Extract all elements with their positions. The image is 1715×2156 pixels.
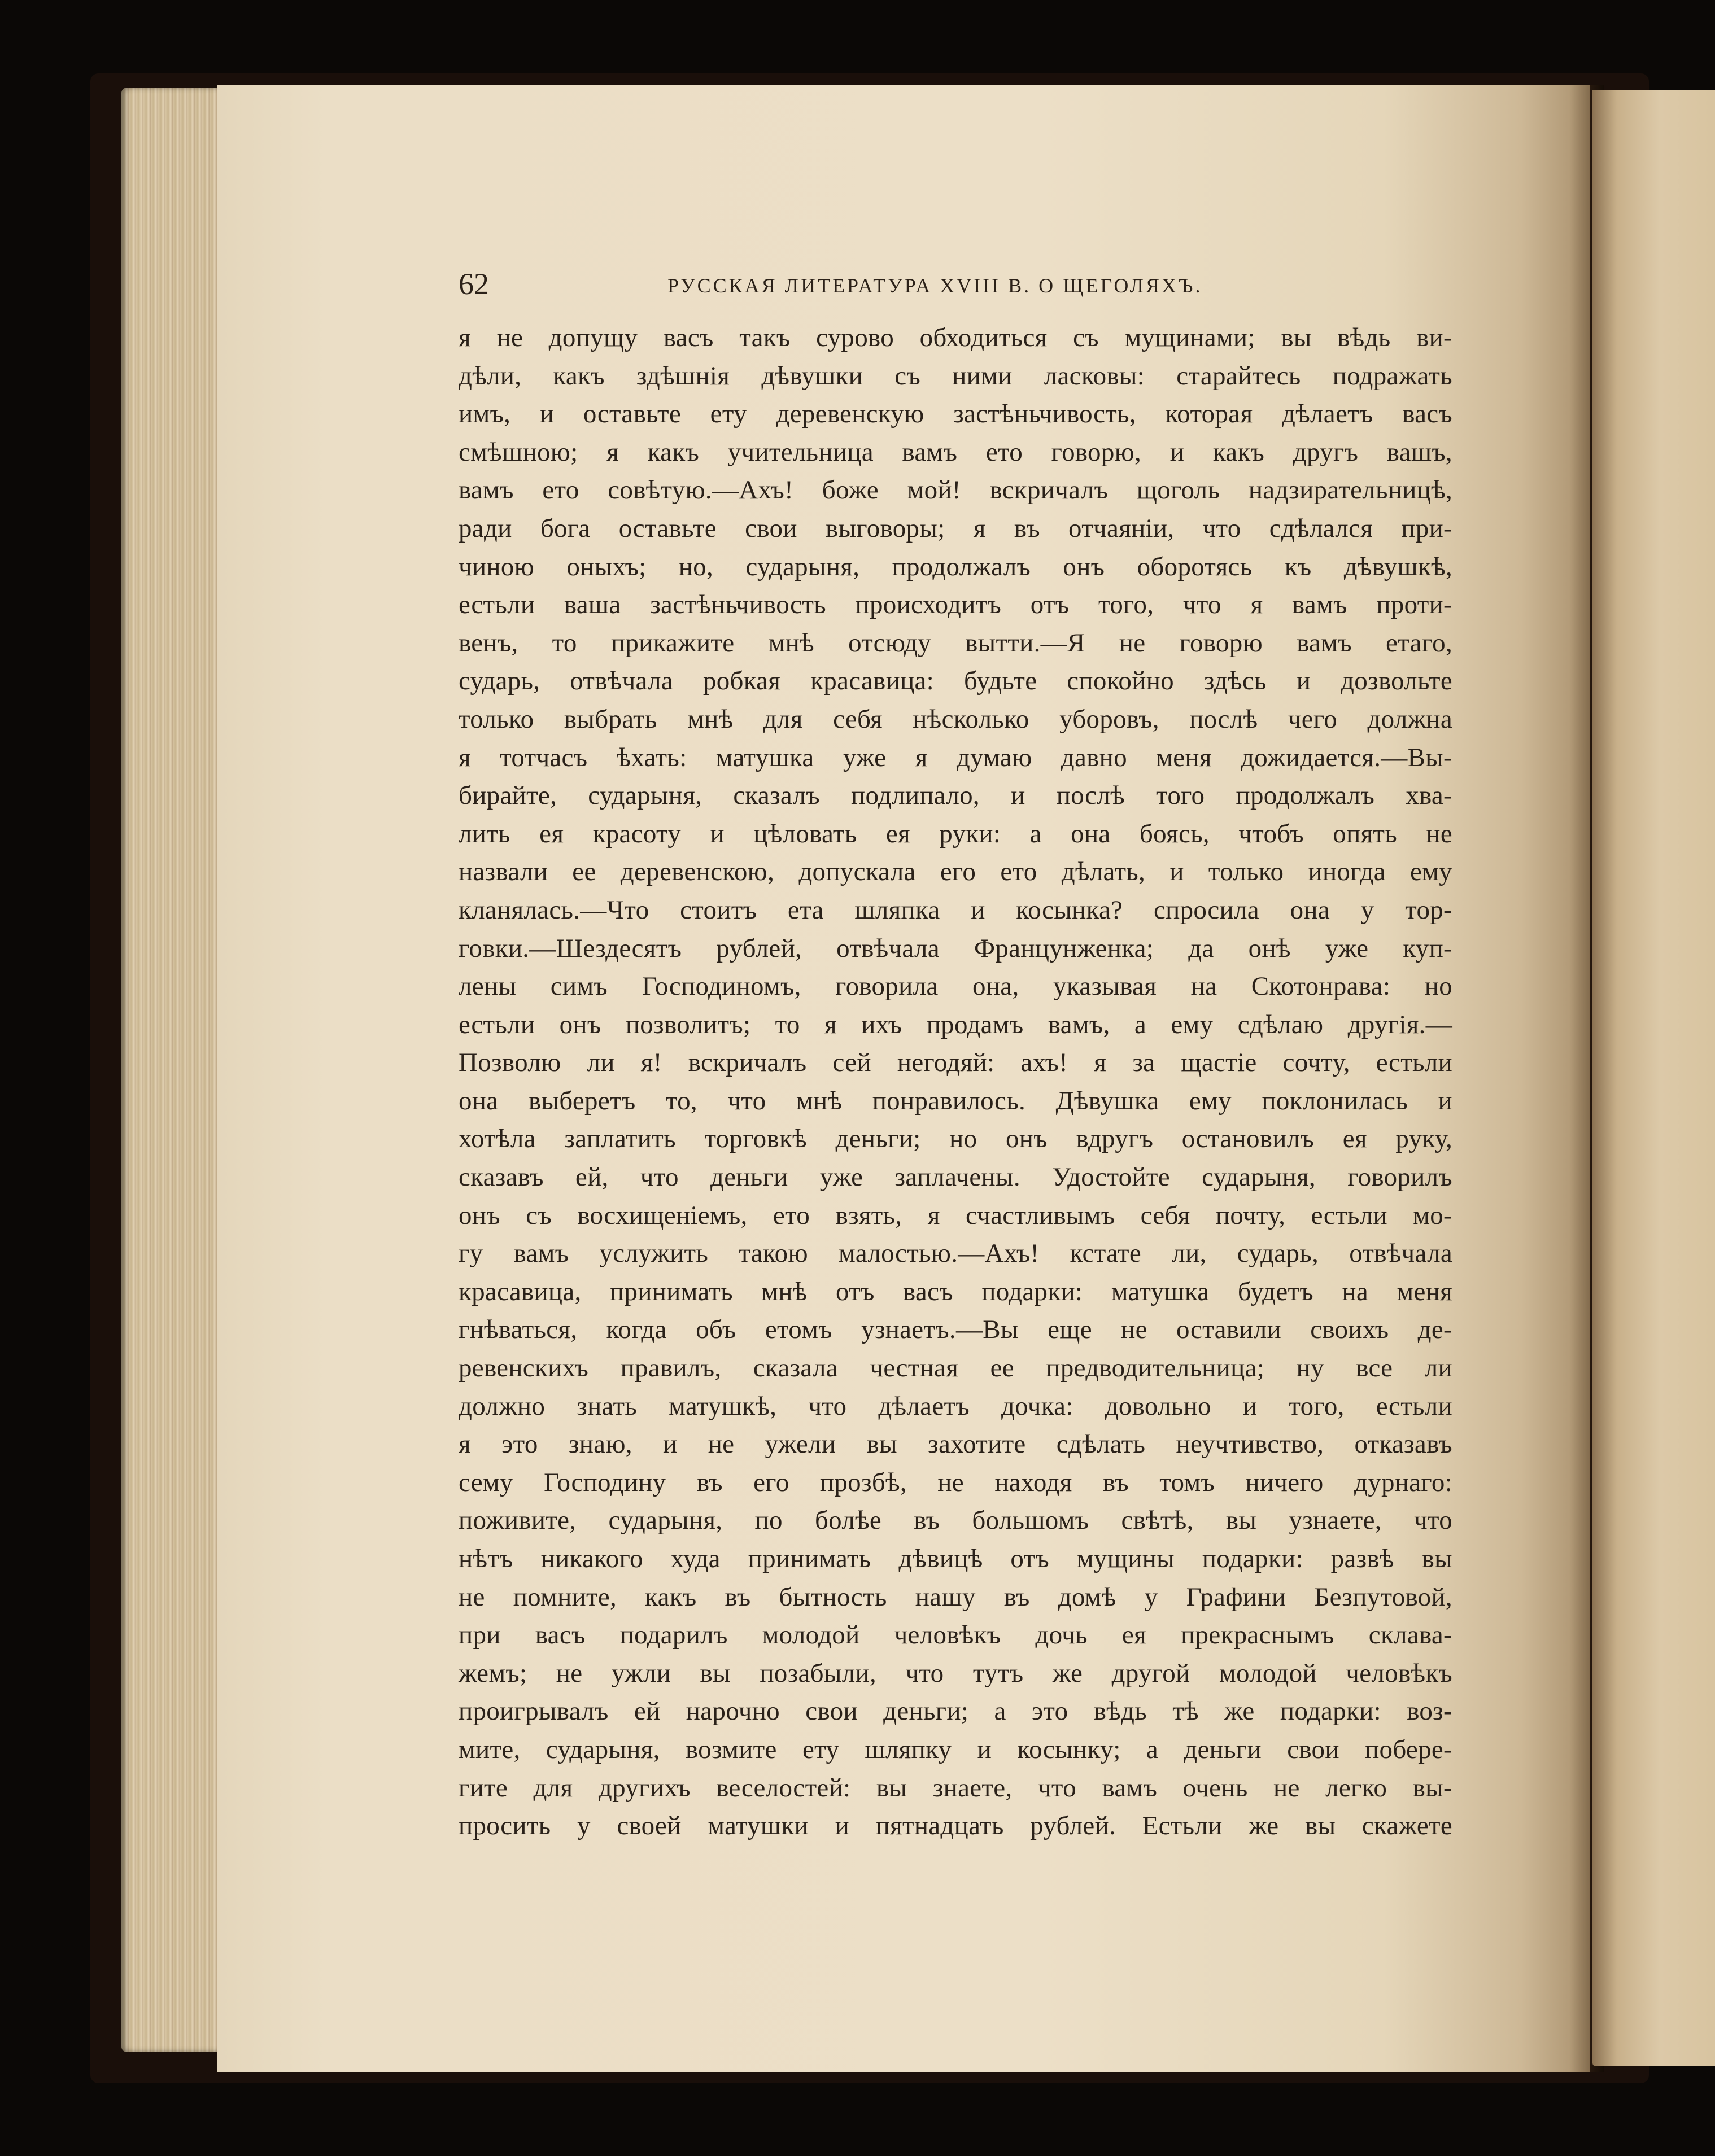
- text-line: Позволю ли я! вскричалъ сей негодяй: ахъ! я за щастіе сочту, естьли: [459, 1048, 1452, 1078]
- text-line: естьли онъ позволитъ; то я ихъ продамъ вамъ, а ему сдѣлаю другія.—: [459, 1009, 1452, 1039]
- text-line: сказавъ ей, что деньги уже заплачены. Удостойте сударыня, говорилъ: [459, 1162, 1452, 1192]
- text-line: вамъ ето совѣтую.—Ахъ! боже мой! вскричалъ щоголь надзирательницѣ,: [459, 475, 1452, 505]
- text-line: дѣли, какъ здѣшнія дѣвушки съ ними ласковы: старайтесь подражать: [459, 361, 1452, 391]
- page-edges: [121, 88, 223, 2052]
- page-number: 62: [459, 267, 489, 301]
- text-line: нѣтъ никакого худа принимать дѣвицѣ отъ мущины подарки: развѣ вы: [459, 1544, 1452, 1573]
- text-line: я тотчасъ ѣхать: матушка уже я думаю давно меня дожидается.—Вы-: [459, 742, 1452, 772]
- text-line: сему Господину въ его прозбѣ, не находя въ томъ ничего дурнаго:: [459, 1467, 1452, 1497]
- body-text: [459, 319, 1452, 1845]
- text-line: должно знать матушкѣ, что дѣлаетъ дочка: довольно и того, естьли: [459, 1391, 1452, 1421]
- text-line: онъ съ восхищеніемъ, ето взять, я счастливымъ себя почту, естьли мо-: [459, 1200, 1452, 1230]
- text-line: венъ, то прикажите мнѣ отсюду вытти.—Я не говорю вамъ етаго,: [459, 628, 1452, 658]
- text-line: гнѣваться, когда объ етомъ узнаетъ.—Вы еще не оставили своихъ де-: [459, 1315, 1452, 1345]
- text-line: я это знаю, и не ужели вы захотите сдѣлать неучтивство, отказавъ: [459, 1429, 1452, 1459]
- text-line: чиною оныхъ; но, сударыня, продолжалъ онъ оборотясь къ дѣвушкѣ,: [459, 552, 1452, 581]
- text-line: мите, сударыня, возмите ету шляпку и косынку; а деньги свои побере-: [459, 1734, 1452, 1764]
- text-line: говки.—Шездесятъ рублей, отвѣчала Францунженка; да онѣ уже куп-: [459, 933, 1452, 963]
- page-header: [459, 264, 1452, 304]
- text-line: ради бога оставьте свои выговоры; я въ отчаяніи, что сдѣлался при-: [459, 513, 1452, 543]
- running-head: РУССКАЯ ЛИТЕРАТУРА XVIII В. О ЩЕГОЛЯХЪ.: [667, 274, 1203, 297]
- text-line: кланялась.—Что стоитъ ета шляпка и косынка? спросила она у тор-: [459, 895, 1452, 925]
- text-line: гите для другихъ веселостей: вы знаете, что вамъ очень не легко вы-: [459, 1773, 1452, 1803]
- text-line: назвали ее деревенскою, допускала его ето дѣлать, и только иногда ему: [459, 857, 1452, 887]
- text-line: поживите, сударыня, по болѣе въ большомъ свѣтѣ, вы узнаете, что: [459, 1506, 1452, 1536]
- text-line: жемъ; не ужли вы позабыли, что тутъ же другой молодой человѣкъ: [459, 1658, 1452, 1688]
- text-line: сударь, отвѣчала робкая красавица: будьте спокойно здѣсь и дозвольте: [459, 666, 1452, 696]
- text-line: просить у своей матушки и пятнадцать рублей. Естьли же вы скажете: [459, 1811, 1452, 1841]
- text-line: смѣшною; я какъ учительница вамъ ето говорю, и какъ другъ вашъ,: [459, 437, 1452, 467]
- text-line: хотѣла заплатить торговкѣ деньги; но онъ вдругъ остановилъ ея руку,: [459, 1124, 1452, 1154]
- facing-page-edge: [1592, 90, 1715, 2066]
- text-line: лить ея красоту и цѣловать ея руки: а она боясь, чтобъ опять не: [459, 819, 1452, 849]
- text-line: не помните, какъ въ бытность нашу въ домѣ у Графини Безпутовой,: [459, 1582, 1452, 1612]
- text-line: только выбрать мнѣ для себя нѣсколько уборовъ, послѣ чего должна: [459, 704, 1452, 734]
- text-line: имъ, и оставьте ету деревенскую застѣньчивость, которая дѣлаетъ васъ: [459, 399, 1452, 429]
- text-line: проигрывалъ ей нарочно свои деньги; а это вѣдь тѣ же подарки: воз-: [459, 1696, 1452, 1726]
- text-line: при васъ подарилъ молодой человѣкъ дочь ея прекраснымъ склава-: [459, 1620, 1452, 1650]
- text-line: гу вамъ услужить такою малостью.—Ахъ! кстате ли, сударь, отвѣчала: [459, 1239, 1452, 1269]
- text-line: она выберетъ то, что мнѣ понравилось. Дѣвушка ему поклонилась и: [459, 1086, 1452, 1116]
- text-line: красавица, принимать мнѣ отъ васъ подарки: матушка будетъ на меня: [459, 1276, 1452, 1306]
- text-line: бирайте, сударыня, сказалъ подлипало, и послѣ того продолжалъ хва-: [459, 781, 1452, 811]
- text-line: я не допущу васъ такъ сурово обходиться съ мущинами; вы вѣдь ви-: [459, 323, 1452, 352]
- text-line: естьли ваша застѣньчивость происходитъ отъ того, что я вамъ проти-: [459, 590, 1452, 620]
- text-line: ревенскихъ правилъ, сказала честная ее предводительница; ну все ли: [459, 1353, 1452, 1383]
- text-line: лены симъ Господиномъ, говорила она, указывая на Скотонрава: но: [459, 972, 1452, 1002]
